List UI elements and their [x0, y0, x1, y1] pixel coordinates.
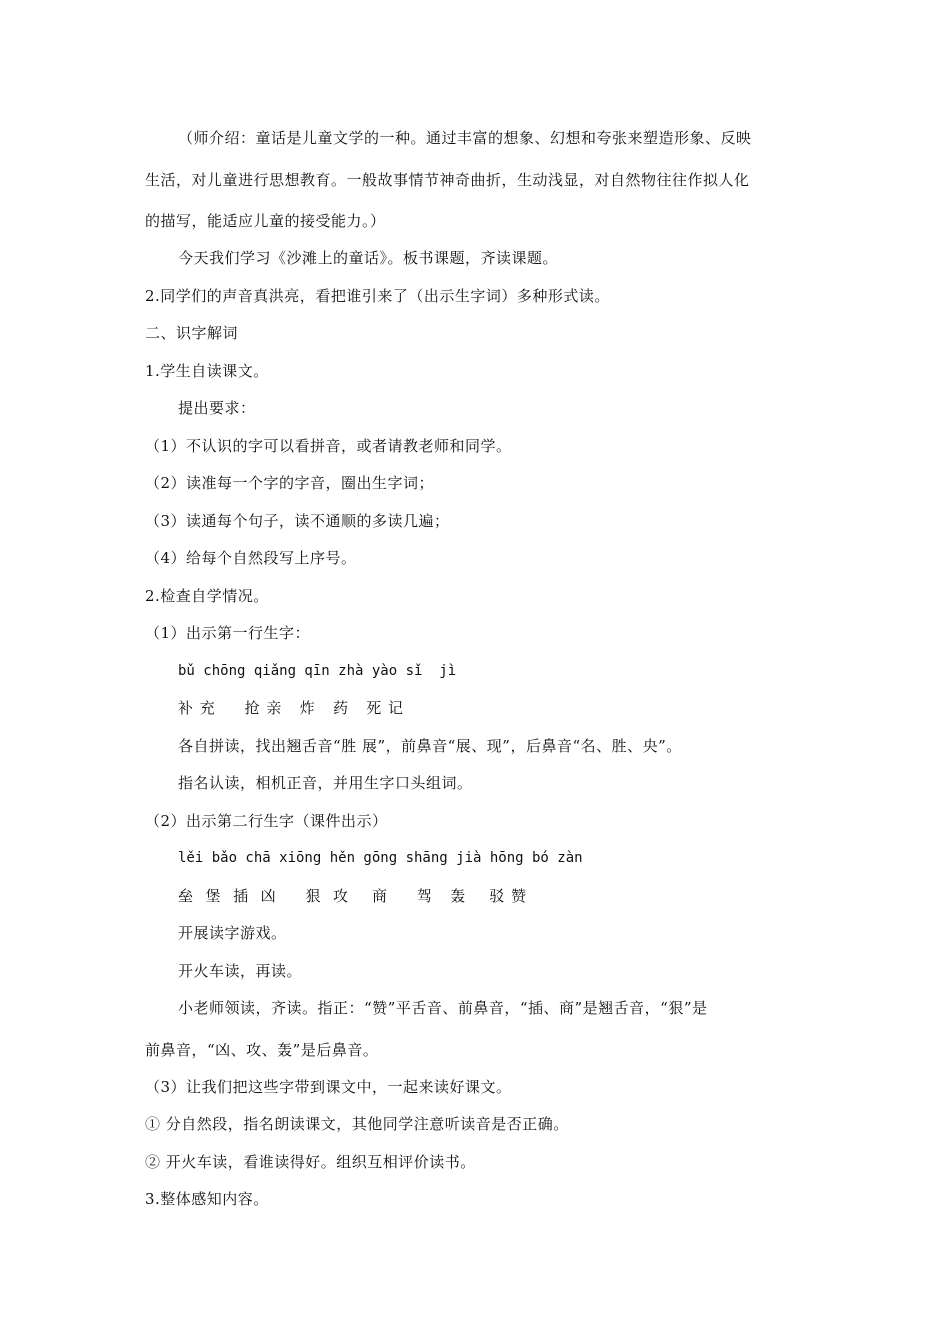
bring-characters-line: （3）让我们把这些字带到课文中，一起来读好课文。 — [145, 1078, 512, 1096]
requirement-1: （1）不认识的字可以看拼音，或者请教老师和同学。 — [145, 437, 512, 455]
requirement-2: （2）读准每一个字的字音，圈出生字词； — [145, 474, 435, 492]
second-row-pinyin: lěi bǎo chā xiōng hěn gōng shāng jià hōng bó zàn — [178, 850, 583, 866]
spell-reading-line: 各自拼读，找出翘舌音“胜 展”，前鼻音“展、现”，后鼻音“名、胜、央”。 — [178, 737, 682, 755]
intro-paragraph-line-3: 的描写，能适应儿童的接受能力。） — [145, 212, 386, 230]
game-line: 开展读字游戏。 — [178, 924, 287, 942]
lead-reading-line-1: 小老师领读，齐读。指正：“赞”平舌音、前鼻音，“插、商”是翘舌音，“狠”是 — [178, 999, 708, 1017]
step-2-line: 2.同学们的声音真洪亮，看把谁引来了（出示生字词）多种形式读。 — [145, 287, 610, 305]
second-row-characters: 垒 堡 插 凶 狠 攻 商 驾 轰 驳 赞 — [178, 887, 528, 905]
check-self-study-line: 2.检查自学情况。 — [145, 587, 269, 605]
self-read-line: 1.学生自读课文。 — [145, 362, 269, 380]
first-row-characters: 补 充 抢 亲 炸 药 死 记 — [178, 699, 405, 717]
requirement-4: （4）给每个自然段写上序号。 — [145, 549, 357, 567]
paragraph-reading-line: ① 分自然段，指名朗读课文，其他同学注意听读音是否正确。 — [145, 1115, 569, 1133]
first-row-pinyin: bǔ chōng qiǎng qīn zhà yào sǐ jì — [178, 663, 457, 679]
train-evaluation-line: ② 开火车读，看谁读得好。组织互相评价读书。 — [145, 1153, 476, 1171]
requirement-3: （3）读通每个句子，读不通顺的多读几遍； — [145, 512, 450, 530]
lesson-title-line: 今天我们学习《沙滩上的童话》。板书课题，齐读课题。 — [178, 249, 559, 267]
intro-paragraph-line-2: 生活，对儿童进行思想教育。一般故事情节神奇曲折，生动浅显，对自然物往往作拟人化 — [145, 171, 750, 189]
overall-perception-line: 3.整体感知内容。 — [145, 1190, 269, 1208]
intro-paragraph-line-1: （师介绍：童话是儿童文学的一种。通过丰富的想象、幻想和夸张来塑造形象、反映 — [178, 129, 752, 147]
named-reading-line: 指名认读，相机正音，并用生字口头组词。 — [178, 774, 473, 792]
first-row-label: （1）出示第一行生字： — [145, 624, 311, 642]
lead-reading-line-2: 前鼻音，“凶、攻、轰”是后鼻音。 — [145, 1041, 379, 1059]
requirements-label: 提出要求： — [178, 399, 256, 417]
section-heading: 二、识字解词 — [145, 324, 239, 342]
second-row-label: （2）出示第二行生字（课件出示） — [145, 812, 388, 830]
train-reading-line: 开火车读，再读。 — [178, 962, 303, 980]
